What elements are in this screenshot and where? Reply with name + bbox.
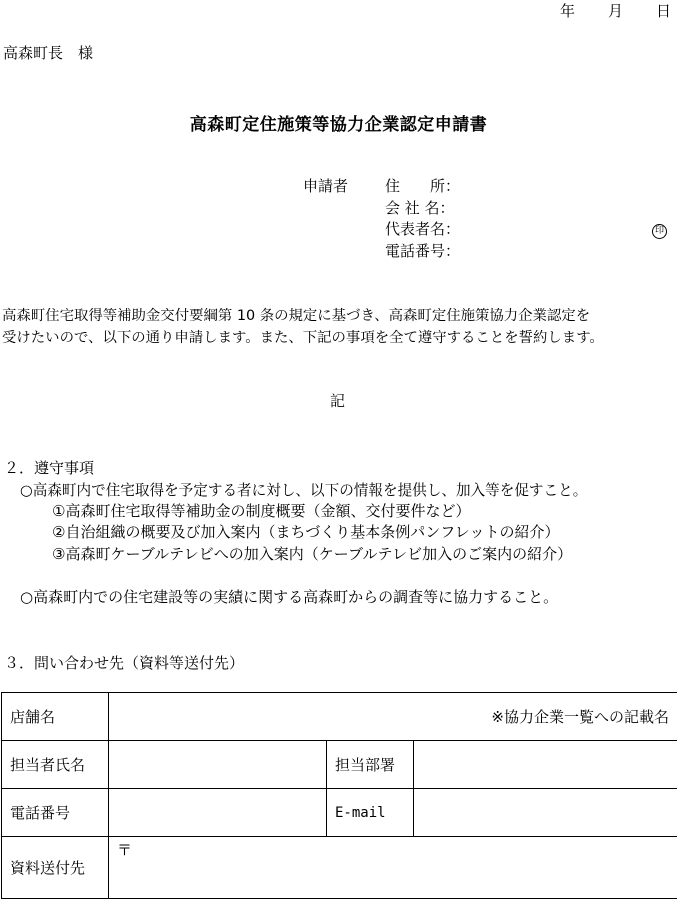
document-title: 高森町定住施策等協力企業認定申請書 xyxy=(189,115,488,135)
representative-label: 代表者名： xyxy=(385,220,461,238)
email-field[interactable] xyxy=(414,789,677,837)
section2-item-2: ○高森町内での住宅建設等の実績に関する高森町からの調査等に協力すること。 xyxy=(20,588,559,606)
section2-subitem-3: ③高森町ケーブルテレビへの加入案内（ケーブルテレビ加入のご案内の紹介） xyxy=(52,545,573,563)
body-line-2: 受けたいので、以下の通り申請します。また、下記の事項を全て遵守することを誓約します。 xyxy=(2,330,604,346)
phone-label: 電話番号： xyxy=(385,242,461,260)
ki-heading: 記 xyxy=(330,392,346,410)
send-address-label: 資料送付先 xyxy=(2,837,109,899)
contact-table xyxy=(1,692,677,899)
seal-icon: 印 xyxy=(652,224,667,239)
postal-mark: 〒 xyxy=(117,841,133,859)
section2-subitem-1: ①高森町住宅取得等補助金の制度概要（金額、交付要件など） xyxy=(52,502,471,520)
person-name-label: 担当者氏名 xyxy=(2,741,109,789)
table-row xyxy=(2,741,677,789)
store-name-label: 店舗名 xyxy=(2,693,109,741)
date-day: 日 xyxy=(656,2,672,20)
address-label: 住 所： xyxy=(385,177,461,195)
table-row xyxy=(2,693,677,741)
company-label: 会 社 名： xyxy=(385,199,455,217)
phone-number-label: 電話番号 xyxy=(2,789,109,837)
section2-subitem-2: ②自治組織の概要及び加入案内（まちづくり基本条例パンフレットの紹介） xyxy=(52,523,560,541)
table-row xyxy=(2,837,677,899)
email-label: E-mail xyxy=(327,789,414,837)
section2-item-1: ○高森町内で住宅取得を予定する者に対し、以下の情報を提供し、加入等を促すこと。 xyxy=(20,482,588,499)
person-name-field[interactable] xyxy=(109,741,327,789)
body-line-1: 高森町住宅取得等補助金交付要綱第 10 条の規定に基づき、高森町定住施策協力企業認定を xyxy=(2,308,591,324)
department-field[interactable] xyxy=(414,741,677,789)
date-year: 年 xyxy=(560,2,576,20)
applicant-label: 申請者 xyxy=(303,177,349,195)
addressee: 高森町長 様 xyxy=(3,44,94,62)
store-name-field[interactable] xyxy=(109,693,677,741)
send-address-field[interactable] xyxy=(109,837,677,899)
date-line xyxy=(560,0,671,21)
department-label: 担当部署 xyxy=(327,741,414,789)
section3-heading: ３．問い合わせ先（資料等送付先） xyxy=(4,654,245,672)
section2-heading: ２．遵守事項 xyxy=(4,459,95,477)
store-name-note: ※協力企業一覧への記載名 xyxy=(491,708,669,726)
date-month: 月 xyxy=(608,2,624,20)
seal-mark xyxy=(652,219,667,239)
table-row xyxy=(2,789,677,837)
phone-number-field[interactable] xyxy=(109,789,327,837)
